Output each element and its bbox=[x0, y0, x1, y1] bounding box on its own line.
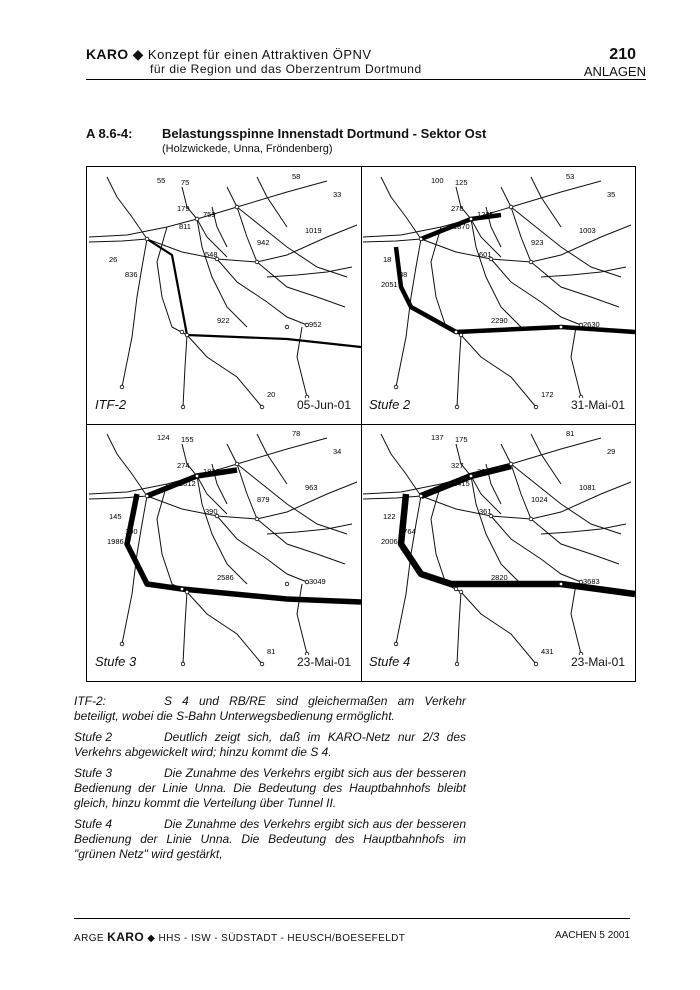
load-value: 58 bbox=[292, 172, 301, 181]
header-title-1: Konzept für einen Attraktiven ÖPNV bbox=[147, 47, 372, 62]
load-value: 175 bbox=[455, 435, 468, 444]
load-value: 952 bbox=[309, 320, 322, 329]
stop-node bbox=[195, 217, 199, 221]
route-line bbox=[511, 207, 621, 277]
route-line bbox=[89, 181, 327, 237]
main-load-line bbox=[127, 494, 361, 602]
stop-node bbox=[260, 405, 264, 409]
stop-node bbox=[529, 517, 533, 521]
load-value: 33 bbox=[333, 190, 342, 199]
stop-node bbox=[181, 405, 185, 409]
load-value: 361 bbox=[479, 507, 492, 516]
load-value: 100 bbox=[125, 527, 138, 536]
load-value: 75 bbox=[181, 178, 190, 187]
network-map bbox=[87, 167, 361, 424]
network-map bbox=[361, 167, 635, 424]
load-value: 145 bbox=[109, 512, 122, 521]
page-footer bbox=[74, 918, 630, 944]
load-value: 1986 bbox=[107, 537, 124, 546]
load-value: 601 bbox=[479, 250, 492, 259]
load-value: 125 bbox=[455, 178, 468, 187]
route-line bbox=[571, 327, 581, 397]
route-line bbox=[237, 207, 347, 277]
route-line bbox=[531, 519, 619, 564]
stop-node bbox=[559, 325, 563, 329]
route-line bbox=[89, 438, 327, 494]
load-value: 78 bbox=[292, 429, 301, 438]
footer-prefix: ARGE bbox=[74, 933, 104, 944]
load-value: 1003 bbox=[579, 226, 596, 235]
stop-node bbox=[509, 462, 513, 466]
stop-node bbox=[145, 494, 149, 498]
load-value: 327 bbox=[451, 461, 464, 470]
map-panel bbox=[361, 424, 635, 681]
route-line bbox=[107, 434, 147, 496]
map-label: Stufe 2 bbox=[369, 397, 411, 412]
load-value: 34 bbox=[333, 447, 342, 456]
load-value: 431 bbox=[541, 647, 554, 656]
route-line bbox=[187, 335, 262, 407]
load-value: 922 bbox=[217, 316, 230, 325]
header-rule bbox=[86, 79, 646, 80]
route-line bbox=[237, 464, 347, 534]
load-value: 18 bbox=[383, 255, 392, 264]
stop-node bbox=[469, 474, 473, 478]
page-number: 210 bbox=[609, 46, 636, 63]
network-map bbox=[361, 424, 635, 681]
load-value: 1081 bbox=[579, 483, 596, 492]
load-value: 278 bbox=[451, 204, 464, 213]
load-value: 1024 bbox=[531, 495, 548, 504]
route-line bbox=[457, 592, 461, 664]
load-maps-grid bbox=[86, 166, 636, 682]
stop-node bbox=[559, 582, 563, 586]
header-line-1 bbox=[86, 46, 372, 63]
load-value: 1812 bbox=[179, 479, 196, 488]
stop-node bbox=[459, 333, 463, 337]
route-line bbox=[257, 519, 345, 564]
load-value: 3683 bbox=[583, 577, 600, 586]
load-value: 2820 bbox=[491, 573, 508, 582]
stop-node bbox=[459, 590, 463, 594]
header-title-2: für die Region und das Oberzentrum Dortmund bbox=[150, 62, 422, 76]
stop-node bbox=[185, 333, 189, 337]
route-line bbox=[107, 177, 147, 239]
route-line bbox=[531, 434, 561, 484]
stop-node bbox=[255, 517, 259, 521]
route-line bbox=[363, 438, 601, 494]
footer-partners: HHS - ISW - SÜDSTADT - HEUSCH/BOESEFELDT bbox=[158, 933, 406, 944]
route-line bbox=[183, 335, 187, 407]
footer-brand: KARO bbox=[107, 930, 145, 944]
load-value: 26 bbox=[109, 255, 118, 264]
figure-subtitle: (Holzwickede, Unna, Fröndenberg) bbox=[162, 143, 333, 155]
load-value: 3049 bbox=[309, 577, 326, 586]
stop-node bbox=[534, 405, 538, 409]
map-panel bbox=[87, 167, 362, 425]
note-text: S 4 und RB/RE sind gleichermaßen am Verkehr beteiligt, wobei die S-Bahn Unterwegsbedienung ermöglicht. bbox=[74, 694, 466, 723]
stop-node bbox=[185, 590, 189, 594]
note-key: Stufe 4 bbox=[74, 817, 113, 831]
section-label: ANLAGEN bbox=[583, 64, 646, 79]
notes bbox=[74, 694, 466, 868]
stop-node bbox=[195, 474, 199, 478]
map-panel bbox=[87, 424, 362, 681]
map-panel bbox=[361, 167, 635, 425]
load-value: 811 bbox=[179, 222, 191, 231]
note-text: Die Zunahme des Verkehrs ergibt sich aus der besseren Bedienung der Linie Unna. Die Bedeutung des Hauptbahnhofs im "grünen Netz" wird gestärkt, bbox=[74, 817, 466, 861]
route-line bbox=[461, 592, 536, 664]
route-line bbox=[217, 259, 307, 325]
load-value: 759 bbox=[203, 210, 216, 219]
route-line bbox=[541, 267, 626, 277]
load-value: 923 bbox=[531, 238, 544, 247]
route-line bbox=[157, 227, 187, 335]
map-label: Stufe 4 bbox=[369, 654, 411, 669]
route-line bbox=[197, 219, 247, 327]
load-value: 2586 bbox=[217, 573, 234, 582]
stop-node bbox=[419, 494, 423, 498]
map-date: 23-Mai-01 bbox=[296, 655, 351, 669]
route-line bbox=[267, 524, 352, 534]
stop-node bbox=[455, 405, 459, 409]
route-line bbox=[257, 262, 345, 307]
map-date: 31-Mai-01 bbox=[570, 398, 625, 412]
stop-node bbox=[419, 237, 423, 241]
load-value: 942 bbox=[257, 238, 270, 247]
load-value: 2006 bbox=[381, 537, 398, 546]
route-line bbox=[227, 444, 257, 519]
note-key: Stufe 2 bbox=[74, 730, 113, 744]
route-line bbox=[122, 239, 147, 387]
stop-node bbox=[454, 587, 458, 591]
route-line bbox=[257, 434, 287, 484]
load-value: 172 bbox=[541, 390, 554, 399]
load-value: 179 bbox=[177, 204, 190, 213]
figure-title: Belastungsspinne Innenstadt Dortmund - Sektor Ost bbox=[162, 126, 487, 141]
load-value: 836 bbox=[125, 270, 138, 279]
network-map bbox=[87, 424, 361, 681]
route-line bbox=[227, 187, 257, 262]
stop-node bbox=[285, 325, 289, 329]
load-value: 390 bbox=[205, 507, 218, 516]
load-value: 122 bbox=[383, 512, 396, 521]
route-line bbox=[381, 434, 421, 496]
footer-place-date: AACHEN 5 2001 bbox=[554, 930, 630, 941]
route-line bbox=[297, 584, 307, 654]
route-line bbox=[363, 181, 601, 237]
stop-node bbox=[180, 330, 184, 334]
stop-node bbox=[394, 385, 398, 389]
stop-node bbox=[255, 260, 259, 264]
route-line bbox=[257, 177, 287, 227]
route-line bbox=[267, 267, 352, 277]
route-line bbox=[541, 524, 626, 534]
load-value: 2290 bbox=[491, 316, 508, 325]
route-line bbox=[501, 187, 531, 262]
route-line bbox=[89, 239, 147, 242]
load-value: 20 bbox=[267, 390, 276, 399]
stop-node bbox=[145, 237, 149, 241]
stop-node bbox=[394, 642, 398, 646]
note-item bbox=[74, 766, 466, 811]
footer-partners-line bbox=[74, 930, 405, 944]
route-line bbox=[471, 476, 521, 584]
header-brand: KARO bbox=[86, 46, 129, 62]
load-value: 548 bbox=[205, 250, 218, 259]
route-line bbox=[571, 584, 581, 654]
load-value: 55 bbox=[157, 176, 166, 185]
load-value: 137 bbox=[431, 433, 444, 442]
route-line bbox=[157, 484, 187, 592]
route-line bbox=[183, 592, 187, 664]
note-key: ITF-2: bbox=[74, 694, 106, 708]
route-line bbox=[531, 177, 561, 227]
stop-node bbox=[455, 662, 459, 666]
note-item bbox=[74, 730, 466, 760]
note-text: Die Zunahme des Verkehrs ergibt sich aus der besseren Bedienung der Linie Unna. Die Bedeutung des Hauptbahnhofs bleibt gleich, hinzu kommt die Verteilung über Tunnel II. bbox=[74, 766, 466, 810]
route-line bbox=[457, 335, 461, 407]
load-value: 963 bbox=[305, 483, 318, 492]
load-value: 29 bbox=[607, 447, 616, 456]
map-date: 23-Mai-01 bbox=[570, 655, 625, 669]
stop-node bbox=[181, 662, 185, 666]
route-line bbox=[501, 444, 531, 519]
route-line bbox=[461, 335, 536, 407]
load-value: 1285 bbox=[477, 210, 494, 219]
stop-node bbox=[120, 642, 124, 646]
load-value: 2630 bbox=[583, 320, 600, 329]
diamond-icon: ◆ bbox=[132, 46, 144, 62]
load-value: 35 bbox=[607, 190, 616, 199]
load-value: 1830 bbox=[203, 467, 220, 476]
stop-node bbox=[529, 260, 533, 264]
load-value: 100 bbox=[431, 176, 444, 185]
route-line bbox=[187, 592, 262, 664]
route-line bbox=[197, 476, 247, 584]
load-value: 155 bbox=[181, 435, 194, 444]
diamond-icon: ◆ bbox=[147, 933, 156, 944]
load-value: 81 bbox=[566, 429, 575, 438]
route-line bbox=[511, 464, 621, 534]
stop-node bbox=[454, 330, 458, 334]
load-value: 274 bbox=[177, 461, 190, 470]
stop-node bbox=[235, 205, 239, 209]
load-value: 81 bbox=[267, 647, 276, 656]
note-item bbox=[74, 817, 466, 862]
page-header bbox=[86, 42, 646, 82]
stop-node bbox=[180, 587, 184, 591]
stop-node bbox=[534, 662, 538, 666]
load-value: 2764 bbox=[399, 527, 416, 536]
load-value: 124 bbox=[157, 433, 170, 442]
route-line bbox=[363, 496, 421, 499]
load-value: 2051 bbox=[381, 280, 398, 289]
note-item bbox=[74, 694, 466, 724]
load-value: 53 bbox=[566, 172, 575, 181]
load-value: 1019 bbox=[305, 226, 322, 235]
stop-node bbox=[285, 582, 289, 586]
route-line bbox=[471, 219, 521, 327]
stop-node bbox=[469, 217, 473, 221]
route-line bbox=[297, 327, 307, 397]
figure-number: A 8.6-4: bbox=[86, 126, 133, 141]
map-date: 05-Jun-01 bbox=[296, 398, 351, 412]
load-value: 879 bbox=[257, 495, 270, 504]
stop-node bbox=[509, 205, 513, 209]
load-value: 1870 bbox=[453, 222, 470, 231]
stop-node bbox=[260, 662, 264, 666]
note-text: Deutlich zeigt sich, daß im KARO-Netz nur 2/3 des Verkehrs abgewickelt wird; hinzu kommt die S 4. bbox=[74, 730, 466, 759]
stop-node bbox=[235, 462, 239, 466]
load-value: 2415 bbox=[453, 479, 470, 488]
note-key: Stufe 3 bbox=[74, 766, 113, 780]
map-label: ITF-2 bbox=[95, 397, 127, 412]
map-label: Stufe 3 bbox=[95, 654, 137, 669]
route-line bbox=[381, 177, 421, 239]
route-line bbox=[363, 239, 421, 242]
stop-node bbox=[120, 385, 124, 389]
load-value: 88 bbox=[399, 270, 408, 279]
route-line bbox=[531, 262, 619, 307]
load-value: 2303 bbox=[477, 467, 494, 476]
